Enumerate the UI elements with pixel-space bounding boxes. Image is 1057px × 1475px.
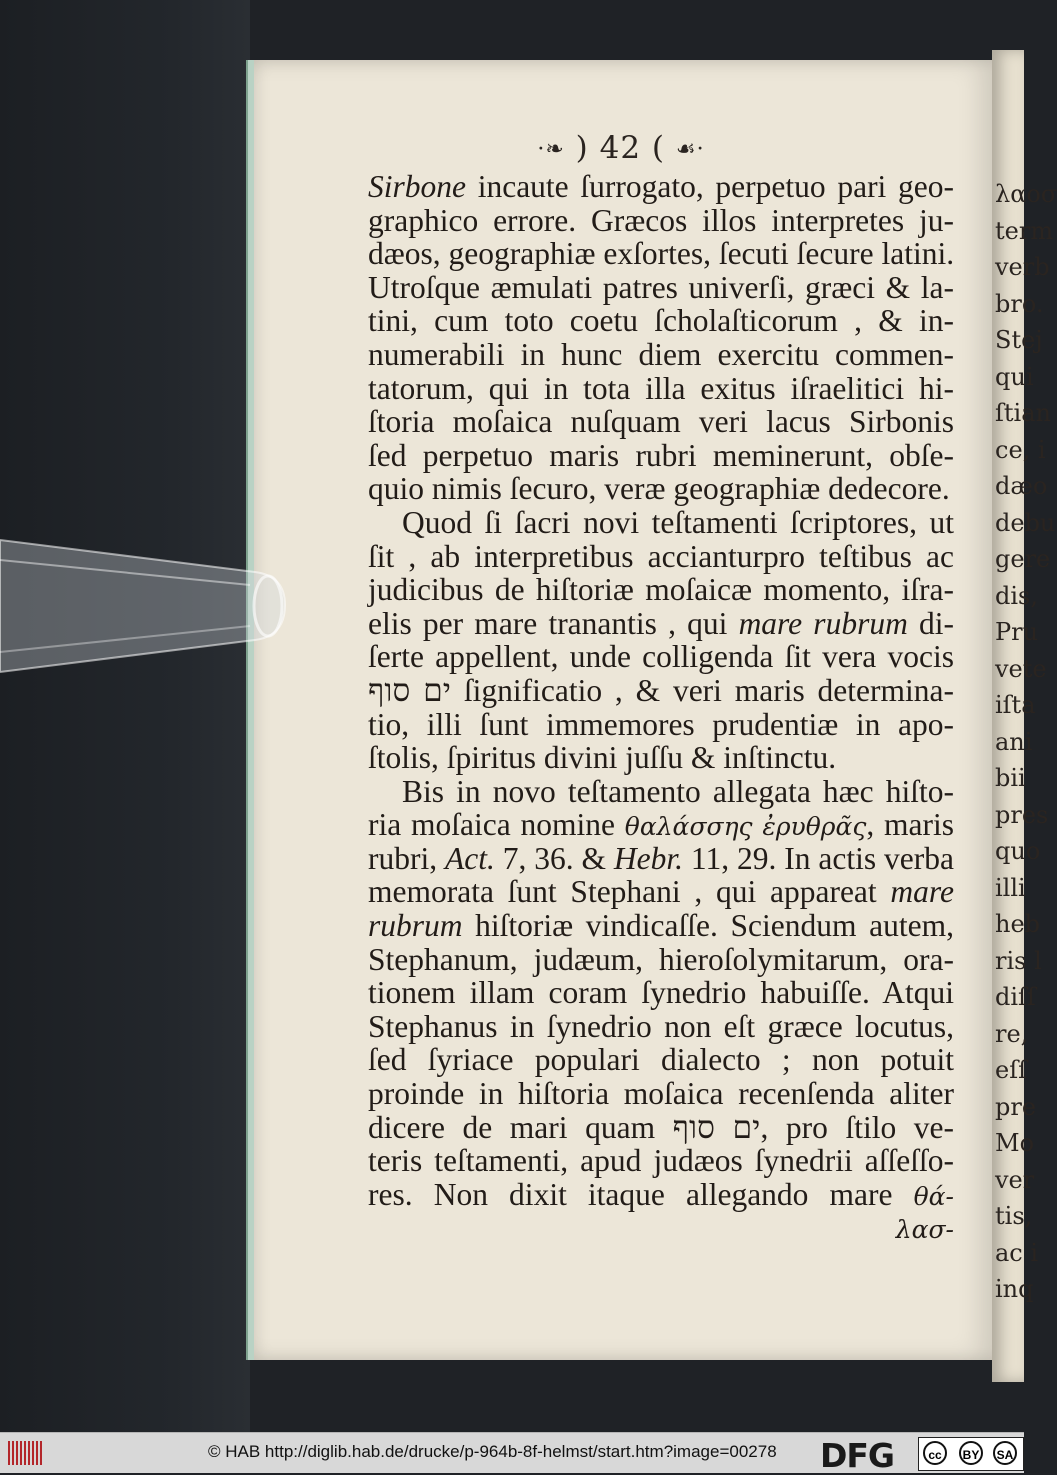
text-segment: ſerte appellent, unde colligenda ſit vera vocis [368, 639, 954, 675]
text-line [368, 204, 954, 238]
greek-text: θαλάσσης ἐρυθρᾶς [624, 812, 867, 842]
adjacent-page-fragment: tis, [995, 1202, 1033, 1230]
text-line [368, 1010, 954, 1044]
adjacent-page-fragment: bii [995, 764, 1026, 792]
text-line [368, 909, 954, 943]
text-segment: ſignificatio , & veri maris determina- [451, 672, 954, 708]
adjacent-page-fragment: dis, [995, 581, 1038, 610]
text-line [368, 741, 954, 775]
copyright-link[interactable]: © HAB http://diglib.hab.de/drucke/p-964b-8f-helmst/start.htm?image=00278 [208, 1442, 777, 1461]
adjacent-page-fragment: vete [995, 654, 1047, 683]
text-segment: 7, 36. & [494, 840, 614, 876]
adjacent-page-fragment: ris l [995, 946, 1042, 975]
adjacent-page-fragment: debu [995, 508, 1056, 537]
header-left-ornament: ·❧ [537, 137, 565, 162]
text-segment: Quod ſi ſacri novi teſtamenti ſcriptores, ut [402, 504, 954, 540]
adjacent-page-fragment: ſtian [995, 399, 1051, 427]
text-segment: Stephanus in ſynedrio non eſt græce locutus, [368, 1008, 954, 1044]
book-clamp-graphic [0, 530, 290, 680]
text-segment: , pro ſtilo ve- [760, 1109, 955, 1145]
text-segment: ſed ſyriace populari dialecto ; non potuit [368, 1042, 954, 1078]
text-line [368, 1211, 954, 1245]
text-segment: res. Non dixit itaque allegando mare [368, 1176, 914, 1212]
text-segment: 11, 29. In actis verba [683, 840, 954, 876]
text-line [368, 540, 954, 574]
adjacent-page-fragment: iſta [995, 691, 1036, 719]
hebrew-text: ים סוף [368, 672, 452, 708]
italic-text: Hebr. [613, 840, 684, 876]
text-segment: Utroſque æmulati patres univerſi, græci & la- [368, 269, 954, 305]
adjacent-page-edge [992, 50, 1057, 1382]
text-segment: tatorum, qui in tota illa exitus iſraelitici hi- [368, 370, 954, 406]
italic-text: mare rubrum [738, 605, 908, 641]
text-line [368, 1043, 954, 1077]
text-line [368, 640, 954, 674]
italic-text: Act. [445, 840, 495, 876]
text-line [368, 237, 954, 271]
text-line [368, 439, 954, 473]
text-segment: memorata ſunt Stephani , qui appareat [368, 874, 891, 910]
text-line [368, 372, 954, 406]
text-line [368, 943, 954, 977]
italic-text: mare [890, 874, 954, 910]
text-segment: dicere de mari quam [368, 1109, 673, 1145]
text-segment: incaute ſurrogato, perpetuo pari geo- [466, 169, 954, 204]
adjacent-page-fragment: heb [995, 910, 1041, 938]
text-segment: ria moſaica nomine [368, 807, 625, 843]
text-segment: dæos, geographiæ exſortes, ſecuti ſecure latini. [368, 236, 955, 272]
text-line [368, 304, 954, 338]
greek-text: θά- [913, 1181, 954, 1211]
text-segment: proinde in hiſtoria moſaica recenſenda aliter [368, 1076, 954, 1112]
adjacent-page-fragment: ce, i [995, 435, 1046, 464]
text-segment: Stephanum, judæum, hieroſolymitarum, ora- [368, 941, 954, 977]
adjacent-page-fragment: bro. [995, 289, 1044, 318]
cc-icon: cc [923, 1441, 947, 1465]
text-line [368, 808, 954, 842]
adjacent-page-fragment: Mo [995, 1129, 1035, 1157]
adjacent-page-fragment: pres [995, 800, 1049, 829]
adjacent-page-fragment: λαοσ [995, 180, 1057, 208]
page-header: ·❧ ) 42 ( ☙· [537, 130, 705, 166]
italic-text: rubrum [368, 908, 463, 944]
text-line [368, 607, 954, 641]
by-icon: BY [959, 1441, 983, 1465]
text-line [368, 1077, 954, 1111]
text-line [368, 170, 954, 204]
text-line [368, 573, 954, 607]
text-line [368, 708, 954, 742]
text-segment: ſed perpetuo maris rubri meminerunt, obſe- [368, 437, 954, 473]
cc-license-badge[interactable] [918, 1437, 1024, 1471]
text-segment: teris teſtamenti, apud judæos ſynedrii aſſeſſo- [368, 1143, 954, 1179]
text-segment: Bis in novo teſtamento allegata hæc hiſto- [402, 773, 954, 809]
sa-icon: SA [993, 1441, 1017, 1465]
text-segment: , maris [866, 807, 955, 843]
text-line [368, 775, 954, 809]
text-line [368, 405, 954, 439]
barcode-icon [8, 1441, 44, 1465]
text-line [368, 842, 954, 876]
text-line [368, 1111, 954, 1145]
text-line [368, 875, 954, 909]
text-segment: graphico errore. Græcos illos interpretes ju- [368, 202, 954, 238]
text-line [368, 506, 954, 540]
adjacent-page-fragment: term [995, 216, 1054, 245]
text-line [368, 674, 954, 708]
text-segment: tionem illam coram ſynedrio habuiſſe. Atqui [368, 975, 954, 1011]
page-body-text [368, 170, 954, 1245]
dark-background [0, 0, 250, 1432]
text-line [368, 1144, 954, 1178]
text-segment: quio nimis ſecuro, veræ geographiæ dedecore. [368, 471, 950, 507]
text-segment: numerabili in hunc diem exercitu commen- [368, 336, 954, 372]
adjacent-page-fragment: ver [995, 1165, 1035, 1194]
text-segment: hiſtoriæ vindicaſſe. Sciendum autem, [462, 908, 954, 944]
adjacent-page-fragment: re, [995, 1019, 1029, 1048]
adjacent-page-fragment: gere [995, 545, 1051, 573]
text-segment: ſit , ab interpretibus accianturpro teſtibus ac [368, 538, 954, 574]
text-line [368, 976, 954, 1010]
adjacent-page-fragment: Stej [995, 326, 1043, 354]
adjacent-page-fragment: illi [995, 873, 1026, 902]
page-number: 42 [599, 130, 642, 166]
text-line [368, 472, 954, 506]
adjacent-page-fragment: verb [995, 253, 1050, 281]
adjacent-page-fragment: dæo [995, 472, 1048, 500]
text-segment: tini, cum toto coetu ſcholaſticorum , & in- [368, 303, 954, 339]
adjacent-page-fragment: eſſ [995, 1056, 1027, 1084]
text-segment: ſtolis, ſpiritus divini juſſu & inſtinctu. [368, 740, 837, 776]
text-segment: elis per mare tranantis , qui [368, 605, 739, 641]
italic-text: Sirbone [368, 169, 466, 204]
text-line [368, 338, 954, 372]
hebrew-text: ים סוף [672, 1109, 761, 1145]
dfg-logo: DFG [820, 1436, 895, 1475]
header-right-ornament: ☙· [675, 137, 705, 162]
adjacent-page-fragment: Pru [995, 618, 1039, 646]
adjacent-page-fragment: qui [995, 362, 1034, 391]
adjacent-page-fragment: ani [995, 727, 1033, 756]
adjacent-page-fragment: diſſ [995, 983, 1036, 1011]
book-page [246, 60, 994, 1360]
text-segment: di- [907, 605, 954, 641]
adjacent-page-fragment: inq [995, 1275, 1034, 1303]
text-segment: rubri, [368, 840, 445, 876]
adjacent-page-fragment: ac i [995, 1238, 1039, 1267]
greek-text: λασ- [895, 1215, 954, 1245]
adjacent-page-fragment: quo [995, 837, 1041, 865]
text-segment: judicibus de hiſtoriæ moſaicæ momento, iſra- [368, 572, 954, 608]
text-line [368, 1178, 954, 1212]
text-segment: ſtoria moſaica nuſquam veri lacus Sirbonis [368, 404, 954, 440]
text-line [368, 271, 954, 305]
adjacent-page-fragment: pre [995, 1092, 1037, 1121]
footer-bar [0, 1432, 1024, 1473]
text-segment: tio, illi ſunt immemores prudentiæ in apo- [368, 706, 954, 742]
